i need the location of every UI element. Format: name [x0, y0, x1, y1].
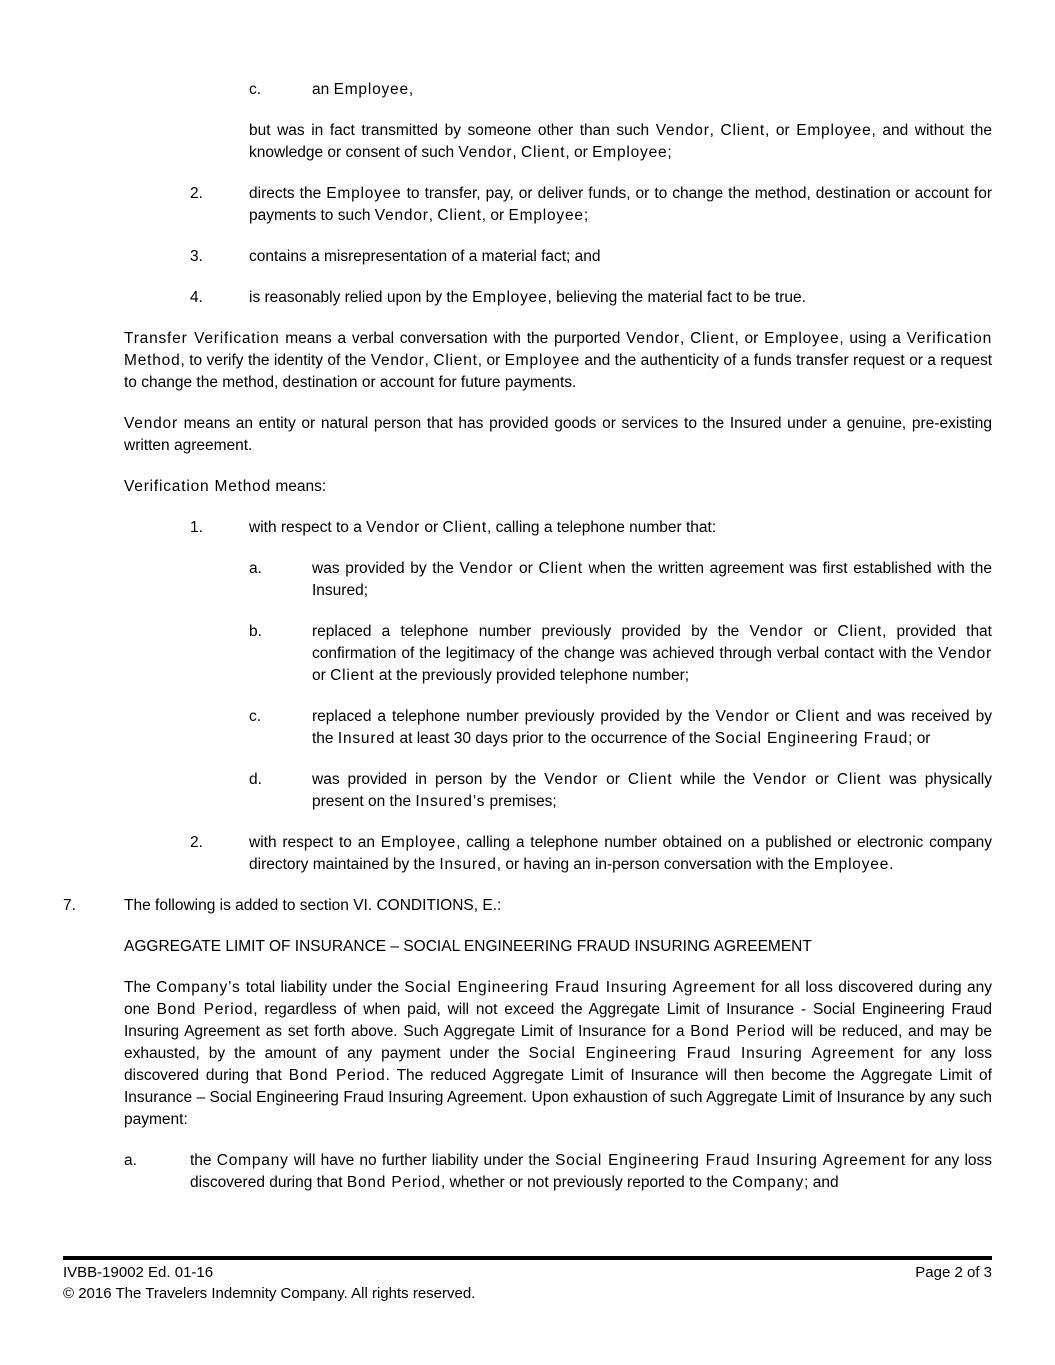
text-run: with respect to a [249, 519, 367, 536]
text-run: with respect to an [249, 834, 381, 851]
list-item [63, 832, 992, 876]
text-run: means an entity or natural person that has provided goods or services to the Insured under a genuine, pre-existing written agreement. [124, 415, 992, 454]
list-item [63, 246, 992, 268]
text-run: and the authenticity of a funds transfer request or a request to change the method, destination or account for future payments. [124, 352, 993, 391]
text-run: when the written agreement was first established with the Insured; [312, 560, 992, 599]
list-marker: d. [249, 771, 262, 788]
defined-term: Vendor [544, 771, 599, 788]
defined-term: Client [330, 667, 375, 684]
text-run: for all loss discovered during any one [124, 979, 993, 1018]
defined-term: Vendor [749, 623, 804, 640]
text-run: ; or [908, 730, 931, 747]
list-item [63, 517, 992, 539]
defined-term: Client [520, 144, 566, 161]
text-run: , using a [839, 330, 907, 347]
defined-term: Client [836, 771, 882, 788]
defined-term: Employee [472, 289, 548, 306]
defined-term: Social Engineering Fraud Insuring Agreement [404, 979, 756, 996]
paragraph [63, 977, 992, 1131]
text-run: premises; [485, 793, 557, 810]
text-run: was provided in person by the [312, 771, 545, 788]
defined-term: Vendor [938, 645, 992, 662]
text-run: , and without the knowledge or consent of such [249, 122, 993, 161]
defined-term: Employee [592, 144, 668, 161]
list-item [63, 895, 992, 917]
paragraph [63, 328, 992, 394]
list-marker: a. [249, 560, 262, 577]
text-run: for any loss discovered during that [190, 1152, 993, 1191]
defined-term: Vendor [366, 519, 421, 536]
document-content [63, 0, 992, 1194]
paragraph [63, 413, 992, 457]
text-run: at the previously provided telephone number; [374, 667, 690, 684]
defined-term: Verification Method [124, 330, 992, 369]
defined-term: Employee [504, 352, 580, 369]
text-run: will have no further liability under the [288, 1152, 556, 1169]
text-run: contains a misrepresentation of a material fact; and [249, 248, 601, 265]
list-marker: 1. [190, 519, 203, 536]
text-run: , [512, 144, 521, 161]
defined-term: Employee [508, 207, 584, 224]
list-marker: 7. [63, 897, 76, 914]
text-run: was physically present on the [312, 771, 992, 810]
text-run: will be reduced, and may be exhausted, by the amount of any payment under the [124, 1023, 992, 1062]
defined-term: Social Engineering Fraud Insuring Agreement [528, 1045, 895, 1062]
text-run: , or [565, 144, 593, 161]
defined-term: Client [720, 122, 765, 139]
defined-term: Vendor [655, 122, 710, 139]
text-run: , regardless of when paid, will not exceed the Aggregate Limit of Insurance - Social Engineering Fraud Insuring Agreement as set forth above. Such Aggregate Limit of Insurance for a [124, 1001, 992, 1040]
text-run: replaced a telephone number previously provided by the [312, 623, 750, 640]
text-run: at least 30 days prior to the occurrence of the [395, 730, 715, 747]
defined-term: Vendor [458, 144, 513, 161]
list-marker: 2. [190, 834, 203, 851]
defined-term: Vendor [124, 415, 178, 432]
defined-term: Vendor [374, 207, 429, 224]
text-run: for any loss discovered during that [124, 1045, 992, 1084]
defined-term: Bond Period [690, 1023, 786, 1040]
defined-term: Employee [813, 856, 890, 873]
text-run: or [769, 708, 796, 725]
defined-term: Client [437, 207, 482, 224]
defined-term: Client [538, 560, 583, 577]
defined-term: Client [627, 771, 673, 788]
text-run: , or having an in-person conversation with the [496, 856, 814, 873]
text-run: ; and [804, 1174, 839, 1191]
defined-term: Employee [796, 122, 872, 139]
footer [63, 1262, 992, 1283]
paragraph [63, 120, 992, 164]
form-number: IVBB-19002 Ed. 01-16 [63, 1264, 214, 1281]
defined-term: Insured’s [415, 793, 486, 810]
text-run: The [124, 979, 157, 996]
text-run: the [190, 1152, 217, 1169]
text-run: , or [481, 207, 509, 224]
text-run: , or [477, 352, 505, 369]
text-run: , or [764, 122, 797, 139]
list-marker: 4. [190, 289, 203, 306]
defined-term: Insured [337, 730, 396, 747]
text-run: but was in fact transmitted by someone other than such [249, 122, 656, 139]
defined-term: Company [732, 1174, 805, 1191]
defined-term: Employee [764, 330, 840, 347]
list-item [63, 558, 992, 602]
text-run: means: [271, 478, 327, 495]
defined-term: Bond Period [156, 1001, 254, 1018]
text-run: or [420, 519, 443, 536]
list-marker: c. [249, 81, 262, 98]
paragraph [63, 476, 992, 498]
text-run: or [803, 623, 838, 640]
text-run: ; [583, 207, 589, 224]
page-indicator: Page 2 of 3 [915, 1264, 992, 1281]
text-run: , believing the material fact to be true. [547, 289, 806, 306]
text-run: while the [672, 771, 754, 788]
text-run: was provided by the [312, 560, 460, 577]
defined-term: Bond Period [346, 1174, 441, 1191]
text-run: or [312, 667, 331, 684]
defined-term: Employee [333, 81, 409, 98]
defined-term: Employee [380, 834, 457, 851]
defined-term: Vendor [626, 330, 681, 347]
list-marker: c. [249, 708, 262, 725]
text-run: , to verify the identity of the [180, 352, 371, 369]
list-item [63, 287, 992, 309]
defined-term: Insured [439, 856, 497, 873]
text-run: . [889, 856, 894, 873]
defined-term: Client [442, 519, 487, 536]
defined-term: Vendor [459, 560, 514, 577]
defined-term: Client [837, 623, 882, 640]
text-run: AGGREGATE LIMIT OF INSURANCE – SOCIAL ENGINEERING FRAUD INSURING AGREEMENT [124, 938, 812, 955]
text-run: , [408, 81, 414, 98]
text-run: The following is added to section VI. CONDITIONS, E.: [124, 897, 502, 914]
text-run: or [598, 771, 628, 788]
defined-term: Transfer Verification [124, 330, 280, 347]
list-item [63, 79, 992, 101]
defined-term: Vendor [753, 771, 808, 788]
list-marker: 2. [190, 185, 203, 202]
defined-term: Social Engineering Fraud [714, 730, 909, 747]
text-run: or [513, 560, 539, 577]
list-item [63, 1150, 992, 1194]
text-run: an [312, 81, 334, 98]
defined-term: Client [433, 352, 478, 369]
text-run: is reasonably relied upon by the [249, 289, 473, 306]
text-run: to transfer, pay, or deliver funds, or to change the method, destination or account for payments to such [249, 185, 993, 224]
defined-term: Vendor [370, 352, 425, 369]
list-marker: b. [249, 623, 262, 640]
defined-term: Employee [326, 185, 402, 202]
text-run: or [807, 771, 837, 788]
list-marker: a. [124, 1152, 137, 1169]
list-item [63, 706, 992, 750]
text-run: , calling a telephone number that: [486, 519, 717, 536]
text-run: ; [667, 144, 672, 161]
defined-term: Verification Method [124, 478, 272, 495]
text-run: . The reduced Aggregate Limit of Insurance will then become the Aggregate Limit of Insurance – Social Engineering Fraud Insuring Agreement. Upon exhaustion of such Aggregate Limit of Insurance by any such payment: [124, 1067, 992, 1128]
footer-divider [63, 1256, 992, 1260]
text-run: , or [734, 330, 765, 347]
defined-term: Social Engineering Fraud Insuring Agreement [555, 1152, 906, 1169]
defined-term: Client [795, 708, 840, 725]
list-marker: 3. [190, 248, 203, 265]
defined-term: Bond Period [288, 1067, 386, 1084]
defined-term: Client [690, 330, 735, 347]
text-run: , calling a telephone number obtained on a published or electronic company directory maintained by the [249, 834, 992, 873]
section-heading [63, 936, 992, 958]
text-run: replaced a telephone number previously provided by the [312, 708, 716, 725]
copyright-notice: © 2016 The Travelers Indemnity Company. All rights reserved. [63, 1285, 476, 1302]
text-run: directs the [249, 185, 327, 202]
text-run: , whether or not previously reported to the [440, 1174, 733, 1191]
text-run: and was received by the [312, 708, 992, 747]
text-run: , [424, 352, 434, 369]
text-run: , provided that confirmation of the legitimacy of the change was achieved through verbal contact with the [312, 623, 992, 662]
text-run: , [680, 330, 691, 347]
text-run: , [709, 122, 721, 139]
list-item [63, 769, 992, 813]
defined-term: Vendor [715, 708, 770, 725]
text-run: means a verbal conversation with the purported [279, 330, 627, 347]
list-item [63, 621, 992, 687]
text-run: total liability under the [240, 979, 405, 996]
text-run: , [428, 207, 438, 224]
defined-term: Company’s [156, 979, 241, 996]
defined-term: Company [216, 1152, 289, 1169]
list-item [63, 183, 992, 227]
